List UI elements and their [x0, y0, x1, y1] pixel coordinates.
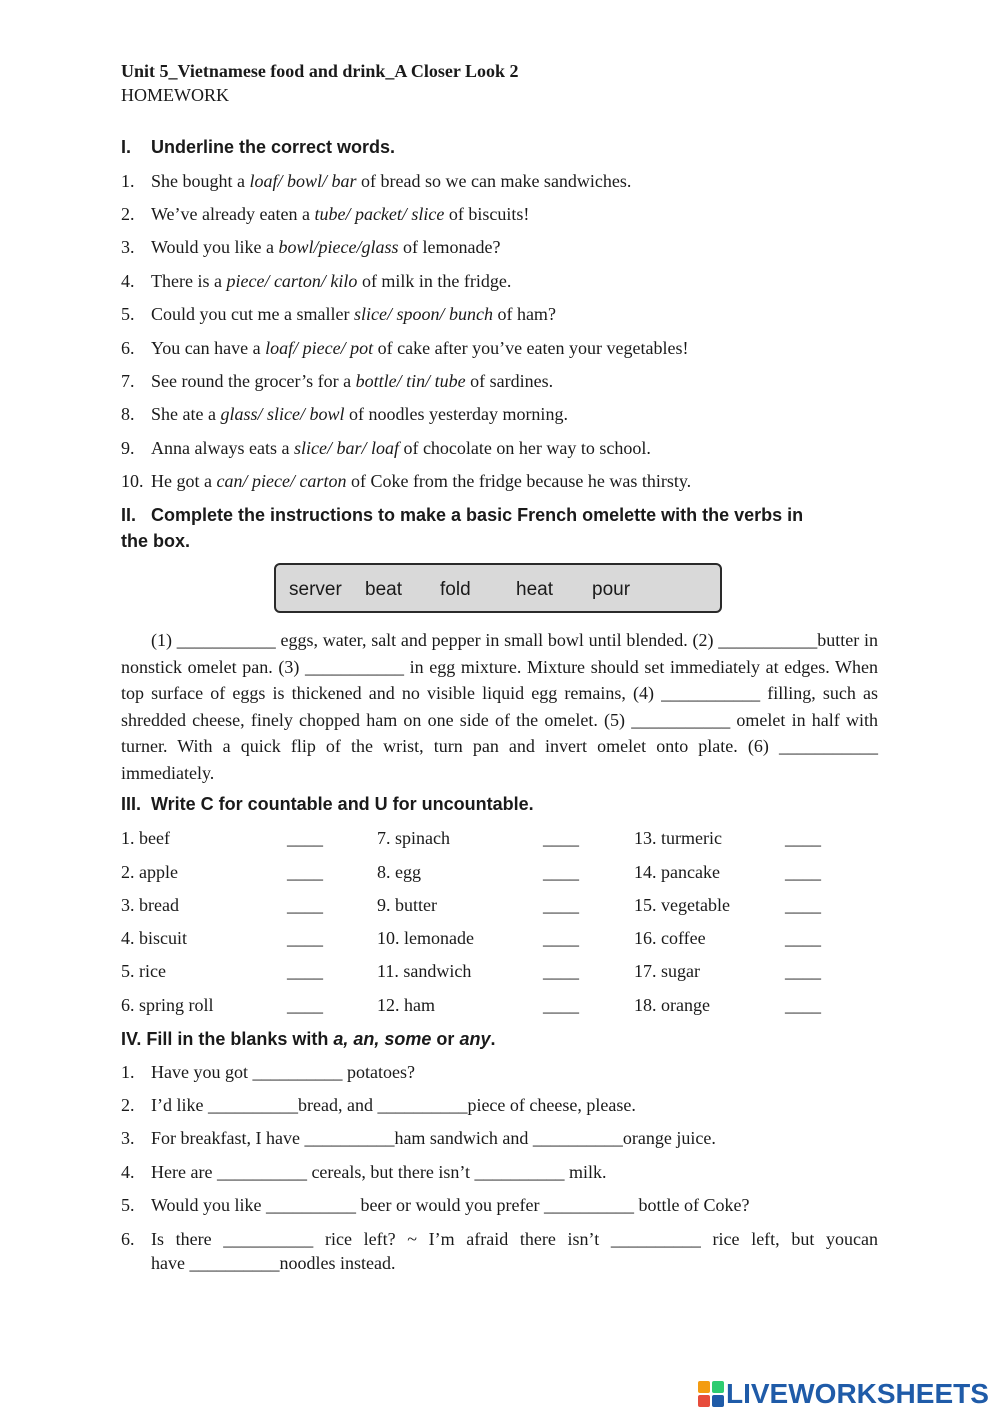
- item-text[interactable]: Here are __________ cereals, but there isn’t __________ milk.: [151, 1162, 607, 1182]
- answer-blank[interactable]: ____: [287, 961, 323, 981]
- answer-blank[interactable]: ____: [543, 862, 579, 882]
- answer-blank[interactable]: ____: [287, 928, 323, 948]
- item-number: 4.: [121, 271, 135, 291]
- answer-blank[interactable]: ____: [785, 928, 821, 948]
- liveworksheets-logo: [698, 1378, 989, 1410]
- exercise-item: [121, 471, 691, 492]
- item-text: of Coke from the fridge because he was thirsty.: [346, 471, 692, 491]
- item-number: 10.: [121, 471, 144, 491]
- verb-item: server: [289, 579, 342, 600]
- item-options[interactable]: can/ piece/ carton: [216, 471, 347, 491]
- food-word: 9. butter: [377, 895, 437, 915]
- item-text: of lemonade?: [398, 237, 501, 257]
- item-text-continued[interactable]: have __________noodles instead.: [151, 1253, 396, 1273]
- exercise-item: [121, 1162, 607, 1183]
- item-text: See round the grocer’s for a: [151, 371, 356, 391]
- verb-box: [274, 563, 722, 613]
- heading-words: a, an, some: [333, 1029, 432, 1049]
- item-number: 3.: [121, 237, 135, 257]
- item-number: 6.: [121, 338, 135, 358]
- item-number: 6.: [121, 1229, 135, 1249]
- section-3-heading: [121, 794, 534, 815]
- item-options[interactable]: tube/ packet/ slice: [314, 204, 445, 224]
- item-text: of milk in the fridge.: [357, 271, 512, 291]
- item-number: 2.: [121, 204, 135, 224]
- food-word: 2. apple: [121, 862, 178, 882]
- item-options[interactable]: slice/ bar/ loaf: [293, 438, 399, 458]
- instructions-text: (1) ___________ eggs, water, salt and pepper in small bowl until blended. (2) ___________butter in nonstick omelet pan. (3) ___________ in egg mixture. Mixture should set immediately at edges. When top surface of eggs is thickened and no visible liquid egg remains, (4) ___________ filling, such as shredded cheese, finely chopped ham on one side of the omelet. (5) ___________ omelet in half with turner. With a quick flip of the wrist, turn pan and invert omelet onto plate. (6) ___________ immediately.: [121, 630, 878, 783]
- item-number: 7.: [121, 371, 135, 391]
- food-word: 8. egg: [377, 862, 421, 882]
- item-text: Anna always eats a: [151, 438, 294, 458]
- worksheet-subtitle: HOMEWORK: [121, 85, 229, 105]
- item-text[interactable]: Is there __________ rice left? ~ I’m afraid there isn’t __________ rice left, but youcan: [151, 1229, 878, 1249]
- food-word: 1. beef: [121, 828, 170, 848]
- item-options[interactable]: bowl/piece/glass: [278, 237, 399, 257]
- food-word: 14. pancake: [634, 862, 720, 882]
- answer-blank[interactable]: ____: [287, 862, 323, 882]
- heading-any: any: [459, 1029, 491, 1049]
- verb-item: beat: [365, 579, 402, 600]
- item-text: of chocolate on her way to school.: [398, 438, 651, 458]
- exercise-item: [121, 171, 631, 192]
- item-text: There is a: [151, 271, 227, 291]
- item-number: 1.: [121, 1062, 135, 1082]
- exercise-item: [121, 1229, 878, 1274]
- item-text: Would you like a: [151, 237, 279, 257]
- section-1-heading: [121, 137, 395, 158]
- item-options[interactable]: loaf/ piece/ pot: [265, 338, 374, 358]
- item-number: 5.: [121, 304, 135, 324]
- item-number: 4.: [121, 1162, 135, 1182]
- answer-blank[interactable]: ____: [785, 862, 821, 882]
- item-number: 8.: [121, 404, 135, 424]
- food-word: 17. sugar: [634, 961, 700, 981]
- item-text: We’ve already eaten a: [151, 204, 315, 224]
- exercise-item: [121, 371, 553, 392]
- item-text[interactable]: I’d like __________bread, and __________piece of cheese, please.: [151, 1095, 636, 1115]
- omelette-instructions: [121, 627, 878, 786]
- food-word: 3. bread: [121, 895, 179, 915]
- food-word: 5. rice: [121, 961, 166, 981]
- item-text: of sardines.: [465, 371, 554, 391]
- item-options[interactable]: loaf/ bowl/ bar: [249, 171, 357, 191]
- exercise-item: [121, 237, 500, 258]
- exercise-item: [121, 1095, 636, 1116]
- food-word: 4. biscuit: [121, 928, 187, 948]
- item-text[interactable]: Would you like __________ beer or would you prefer __________ bottle of Coke?: [151, 1195, 750, 1215]
- exercise-item: [121, 204, 529, 225]
- answer-blank[interactable]: ____: [785, 995, 821, 1015]
- answer-blank[interactable]: ____: [287, 895, 323, 915]
- item-number: 2.: [121, 1095, 135, 1115]
- item-text: of cake after you’ve eaten your vegetables!: [373, 338, 689, 358]
- food-word: 13. turmeric: [634, 828, 722, 848]
- exercise-item: [121, 271, 511, 292]
- section-2-heading: [121, 505, 803, 526]
- heading-end: .: [490, 1029, 496, 1049]
- exercise-item: [121, 1195, 749, 1216]
- section-number: III.: [121, 794, 142, 814]
- exercise-item: [121, 1128, 716, 1149]
- answer-blank[interactable]: ____: [785, 895, 821, 915]
- item-text: You can have a: [151, 338, 266, 358]
- food-word: 10. lemonade: [377, 928, 474, 948]
- food-word: 12. ham: [377, 995, 435, 1015]
- answer-blank[interactable]: ____: [543, 895, 579, 915]
- item-options[interactable]: piece/ carton/ kilo: [226, 271, 358, 291]
- logo-mark-icon: [698, 1381, 724, 1407]
- exercise-item: [121, 304, 556, 325]
- item-options[interactable]: glass/ slice/ bowl: [220, 404, 345, 424]
- item-text: of ham?: [492, 304, 556, 324]
- section-title: IV. Fill in the blanks with: [121, 1029, 334, 1049]
- food-word: 11. sandwich: [377, 961, 472, 981]
- item-text: of noodles yesterday morning.: [344, 404, 568, 424]
- item-number: 9.: [121, 438, 135, 458]
- item-text: Could you cut me a smaller: [151, 304, 354, 324]
- item-text[interactable]: Have you got __________ potatoes?: [151, 1062, 415, 1082]
- food-word: 18. orange: [634, 995, 710, 1015]
- answer-blank[interactable]: ____: [785, 828, 821, 848]
- exercise-item: [121, 438, 651, 459]
- section-number: I.: [121, 137, 132, 157]
- item-number: 3.: [121, 1128, 135, 1148]
- section-number: II.: [121, 505, 137, 525]
- section-title: Underline the correct words.: [151, 137, 396, 157]
- section-4-heading: [121, 1029, 495, 1050]
- section-title: Complete the instructions to make a basic French omelette with the verbs in: [151, 505, 804, 525]
- item-text: He got a: [151, 471, 217, 491]
- answer-blank[interactable]: ____: [543, 928, 579, 948]
- item-options[interactable]: slice/ spoon/ bunch: [353, 304, 493, 324]
- verb-item: heat: [516, 579, 553, 600]
- answer-blank[interactable]: ____: [287, 995, 323, 1015]
- item-text: of biscuits!: [444, 204, 530, 224]
- item-text: of bread so we can make sandwiches.: [356, 171, 632, 191]
- food-word: 7. spinach: [377, 828, 450, 848]
- answer-blank[interactable]: ____: [785, 961, 821, 981]
- answer-blank[interactable]: ____: [543, 828, 579, 848]
- item-options[interactable]: bottle/ tin/ tube: [355, 371, 466, 391]
- item-text: She bought a: [151, 171, 250, 191]
- food-word: 16. coffee: [634, 928, 706, 948]
- answer-blank[interactable]: ____: [543, 961, 579, 981]
- logo-text: LIVEWORKSHEETS: [726, 1378, 989, 1409]
- heading-or: or: [431, 1029, 460, 1049]
- exercise-item: [121, 338, 688, 359]
- answer-blank[interactable]: ____: [287, 828, 323, 848]
- answer-blank[interactable]: ____: [543, 995, 579, 1015]
- verb-item: pour: [592, 579, 631, 600]
- item-text[interactable]: For breakfast, I have __________ham sandwich and __________orange juice.: [151, 1128, 716, 1148]
- item-text: She ate a: [151, 404, 221, 424]
- section-2-heading-line2: the box.: [121, 531, 191, 551]
- exercise-item: [121, 1062, 415, 1083]
- item-number: 5.: [121, 1195, 135, 1215]
- verb-item: fold: [440, 579, 471, 600]
- food-word: 15. vegetable: [634, 895, 730, 915]
- worksheet-title: Unit 5_Vietnamese food and drink_A Closer Look 2: [121, 61, 519, 81]
- food-word: 6. spring roll: [121, 995, 214, 1015]
- item-number: 1.: [121, 171, 135, 191]
- section-title: Write C for countable and U for uncountable.: [151, 794, 534, 814]
- exercise-item: [121, 404, 568, 425]
